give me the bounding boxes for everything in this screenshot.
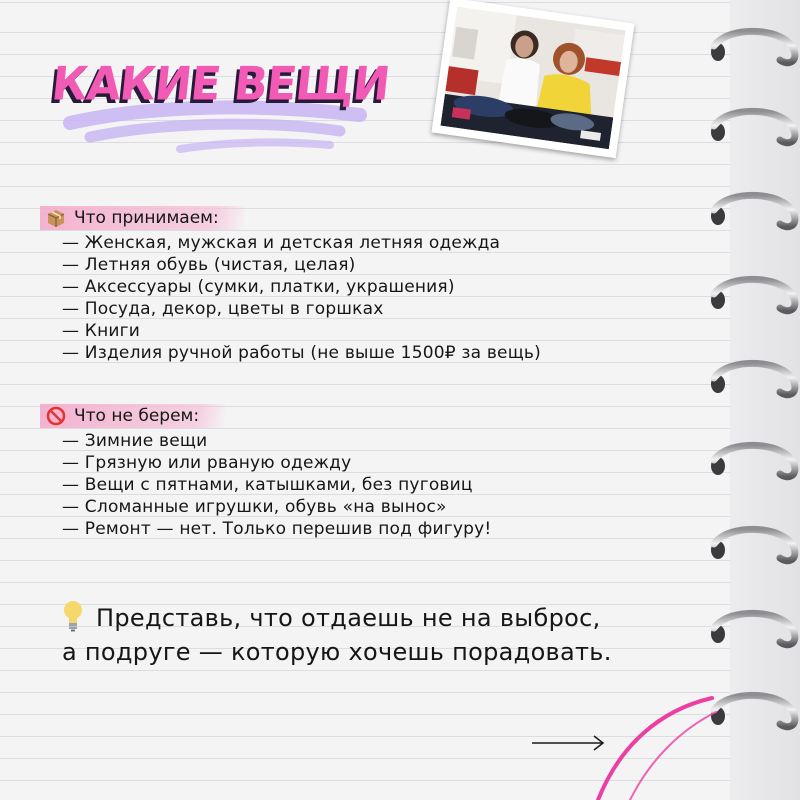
list-item: — Изделия ручной работы (не выше 1500₽ за вещь) — [62, 343, 541, 363]
lightbulb-icon — [62, 600, 84, 632]
spiral-ring — [714, 195, 795, 226]
tip-line-1 — [62, 600, 662, 635]
accepted-list — [62, 232, 541, 364]
rejected-heading-text: Что не берем: — [74, 406, 200, 426]
list-item: — Вещи с пятнами, катышками, без пуговиц — [62, 475, 473, 495]
page-title: КАКИЕ ВЕЩИ — [49, 57, 392, 112]
photo-frame — [431, 0, 634, 158]
photo-two-women-sorting-clothes — [440, 7, 625, 149]
spiral-ring — [714, 31, 795, 62]
spiral-ring — [714, 111, 795, 142]
list-item: — Зимние вещи — [62, 431, 208, 451]
spiral-ring — [714, 279, 795, 310]
rejected-section — [62, 404, 491, 540]
tip-text-1: Представь, что отдаешь не на выброс, — [96, 604, 601, 632]
list-item: — Книги — [62, 321, 141, 341]
spiral-ring — [714, 529, 795, 560]
list-item: — Ремонт — нет. Только перешив под фигуру! — [62, 519, 492, 539]
title-block — [30, 45, 390, 155]
package-icon — [46, 208, 66, 228]
spiral-ring — [714, 445, 795, 476]
list-item: — Женская, мужская и детская летняя одежда — [62, 233, 501, 253]
tip-text-2: а подруге — которую хочешь порадовать. — [62, 638, 612, 666]
pink-swoosh-decoration — [590, 690, 720, 800]
list-item: — Посуда, декор, цветы в горшках — [62, 299, 384, 319]
tip-block — [62, 600, 662, 669]
spiral-ring — [714, 613, 795, 644]
spiral-ring — [714, 363, 795, 394]
list-item: — Грязную или рваную одежду — [62, 453, 352, 473]
list-item: — Аксессуары (сумки, платки, украшения) — [62, 277, 455, 297]
prohibited-icon — [46, 406, 66, 426]
list-item: — Летняя обувь (чистая, целая) — [62, 255, 356, 275]
list-item: — Сломанные игрушки, обувь «на вынос» — [62, 497, 447, 517]
rejected-heading — [40, 404, 225, 428]
accepted-heading — [40, 206, 245, 230]
rejected-list — [62, 430, 491, 540]
spiral-binding — [690, 0, 800, 800]
accepted-section — [62, 206, 541, 364]
spiral-ring — [714, 695, 795, 726]
accepted-heading-text: Что принимаем: — [74, 208, 219, 228]
